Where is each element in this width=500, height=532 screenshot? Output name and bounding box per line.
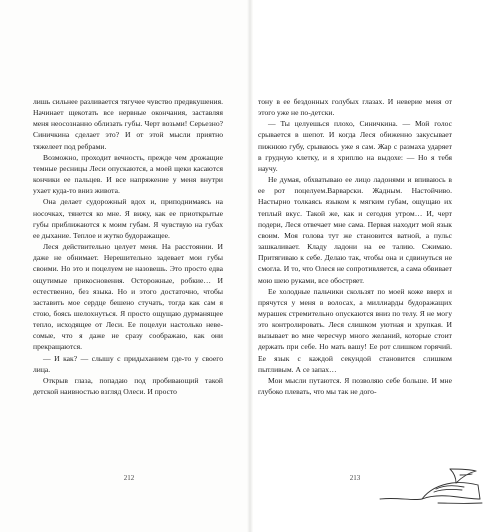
- paragraph: — Ты целуешься плохо, Синичкина. — Мой голос срывается в шепот. И когда Леся обиженно закусывает пижнюю губу, срываюсь уже я сам. Жар с размаха ударяет в грудную клетку, и я хриплю на выдохе: — Но я тебя научу.: [258, 119, 452, 173]
- paragraph: Леся действительно целует меня. На расстоянии. И даже не обнимает. Нерешительно задевает мои губы своими. Но это и поцелуем не назовешь. Это просто едва ощутимые прикосновения. Осторожные, робкие… И естественно, без языка. Но и этого достаточно, чтобы заставить мое сердце бешено стучать, тогда как сам я стою, боясь шелохнуться. Я просто ощущаю дурманящее тепло, исходящее от Леси. Ее поцелуи настолько невесомые, что я даже не сразу соображаю, как они прекращаются.: [33, 242, 223, 352]
- paragraph: Не думая, обхватываю ее лицо ладонями и впиваюсь в ее рот поцелуем.Варварски. Жадным. Настойчиво. Настырно толкаясь языком к мягким губам, ощущаю их теплый вкус. Такой же, как и сегодня утром… И, черт подери, Леся отвечает мне сама. Первая находит мой язык своим. Моя голова тут же становится ватной, а пульс зашкаливает. Кладу ладони на ее талию. Сжимаю. Притягиваю к себе. Делаю так, чтобы она и сдвинуться не смогла. И то, что Олеся не сопротивляется, а сама обвивает мою шею руками, все обостряет.: [258, 175, 452, 285]
- paragraph: Возможно, проходит вечность, прежде чем дрожащие темные ресницы Леси опускаются, а моей щеки касаются кончики ее пальцев. И все напряжение у меня внутри ухает куда-то вниз живота.: [33, 152, 223, 196]
- paragraph: тону в ее бездонных голубых глазах. И неверие меня от этого уже не по-детски.: [258, 97, 452, 118]
- page-number: 212: [123, 474, 135, 482]
- paragraph: лишь сильнее разливается тягучее чувство предвкушения. Начинает щекотать все нервные окончания, заставляя меня неосознанно облизать губы. Черт возьми! Серьезно? Синичкина сделает это? И от этой мысли приятно тяжелеет под ребрами.: [33, 97, 223, 151]
- paragraph: Открыв глаза, попадаю под пробивающий такой детской наивностью взгляд Олеси. И просто: [33, 375, 223, 397]
- paragraph: Мои мысли путаются. Я позволяю себе больше. И мне глубоко плевать, что мы так не дого-: [258, 375, 452, 397]
- paragraph: Ее холодные пальчики скользят по моей коже вверх и прячутся у меня в волосах, а миллиарды будоражащих мурашек стремительно опускаются вниз по телу. Я не могу это контролировать. Леся слишком уютная и хрупкая. И вызывает во мне чересчур много желаний, которые стоит держать при себе. Но мать вашу! Ее рот слишком горячий. Ее язык с каждой секундой становится слишком пытливым. А се запах…: [258, 286, 452, 374]
- open-book-line-drawing-icon: [378, 463, 484, 511]
- paragraph: — И как? — слышу с придыханием где-то у своего лица.: [33, 353, 223, 374]
- right-page-text: [258, 96, 452, 397]
- paragraph: Она делает судорожный вдох и, приподнимаясь на носочках, тянется ко мне. Я вижу, как ее приоткрытые губы приближаются к моим губам. Я чувствую на губах ее дыхание. Теплое и жутко будоражащее.: [33, 197, 223, 240]
- page-number: 213: [349, 474, 361, 482]
